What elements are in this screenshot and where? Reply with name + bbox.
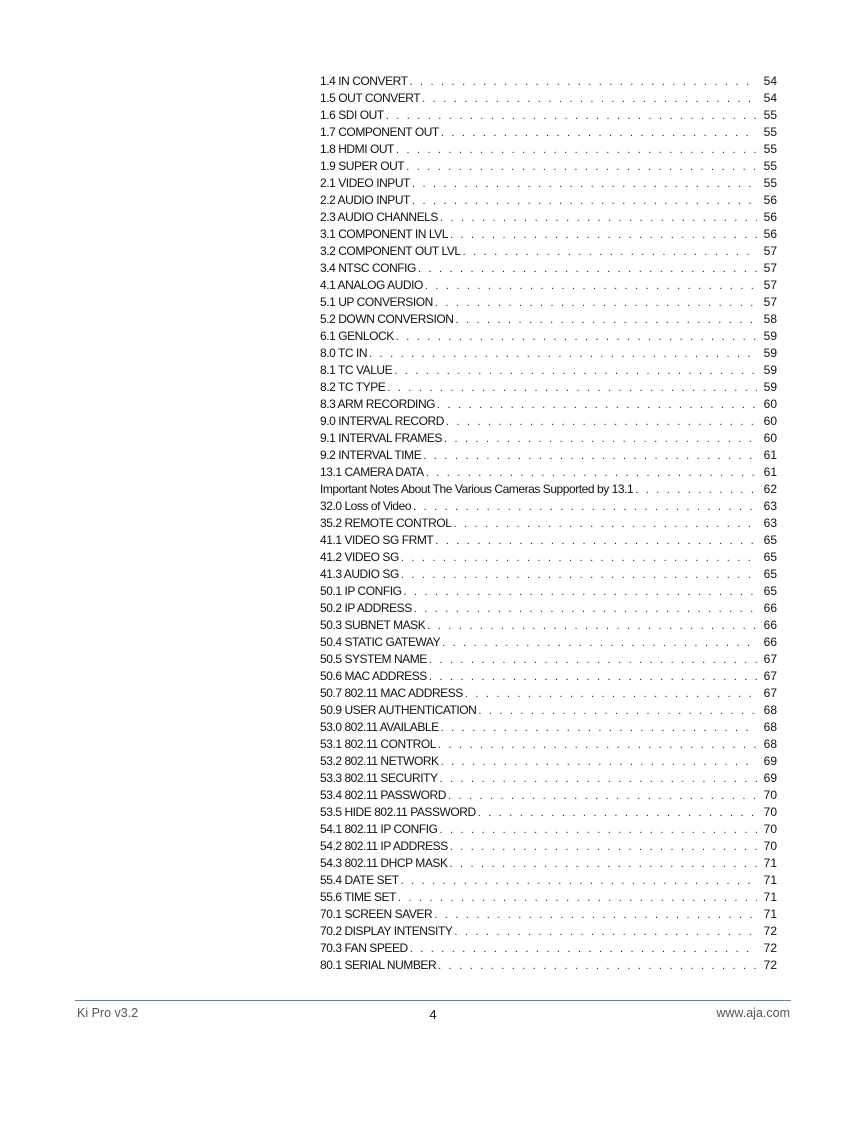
- footer-product-version: Ki Pro v3.2: [77, 1006, 139, 1020]
- toc-entry-title: 41.3 AUDIO SG: [320, 567, 399, 581]
- toc-entry[interactable]: [320, 464, 777, 481]
- toc-entry[interactable]: [320, 872, 777, 889]
- toc-dot-leader: [429, 669, 757, 685]
- toc-entry-page: 54: [763, 91, 777, 105]
- toc-entry[interactable]: [320, 260, 777, 277]
- toc-entry-page: 57: [763, 244, 777, 258]
- toc-entry-title: 50.4 STATIC GATEWAY: [320, 635, 441, 649]
- toc-entry-page: 71: [763, 873, 777, 887]
- toc-entry-title: 53.2 802.11 NETWORK: [320, 754, 439, 768]
- toc-entry-page: 72: [763, 958, 777, 972]
- toc-entry-page: 56: [763, 227, 777, 241]
- toc-dot-leader: [423, 448, 757, 464]
- toc-entry-title: 80.1 SERIAL NUMBER: [320, 958, 437, 972]
- toc-entry-page: 58: [763, 312, 777, 326]
- toc-entry-page: 54: [763, 74, 777, 88]
- toc-dot-leader: [396, 329, 757, 345]
- toc-entry-page: 60: [763, 431, 777, 445]
- toc-entry[interactable]: [320, 957, 777, 974]
- toc-entry-title: 8.2 TC TYPE: [320, 380, 386, 394]
- toc-entry[interactable]: [320, 753, 777, 770]
- toc-dot-leader: [441, 754, 757, 770]
- toc-dot-leader: [413, 499, 757, 515]
- toc-entry-page: 66: [763, 601, 777, 615]
- toc-dot-leader: [435, 295, 757, 311]
- toc-entry[interactable]: [320, 940, 777, 957]
- toc-entry-page: 68: [763, 737, 777, 751]
- toc-dot-leader: [410, 74, 757, 90]
- toc-entry[interactable]: [320, 821, 777, 838]
- toc-entry-title: 35.2 REMOTE CONTROL: [320, 516, 452, 530]
- toc-dot-leader: [401, 567, 757, 583]
- toc-entry-page: 70: [763, 788, 777, 802]
- toc-dot-leader: [438, 737, 757, 753]
- toc-entry[interactable]: [320, 889, 777, 906]
- toc-entry-page: 66: [763, 635, 777, 649]
- toc-entry-title: 1.6 SDI OUT: [320, 108, 384, 122]
- toc-entry-page: 65: [763, 584, 777, 598]
- toc-entry-title: 8.0 TC IN: [320, 346, 368, 360]
- toc-entry-title: 3.2 COMPONENT OUT LVL: [320, 244, 461, 258]
- toc-entry-title: 1.7 COMPONENT OUT: [320, 125, 439, 139]
- toc-dot-leader: [426, 465, 757, 481]
- toc-entry-page: 56: [763, 193, 777, 207]
- toc-entry[interactable]: [320, 838, 777, 855]
- toc-dot-leader: [412, 176, 757, 192]
- toc-entry-title: 54.2 802.11 IP ADDRESS: [320, 839, 448, 853]
- toc-entry-title: 41.2 VIDEO SG: [320, 550, 399, 564]
- toc-entry-page: 66: [763, 618, 777, 632]
- toc-dot-leader: [435, 533, 757, 549]
- toc-entry[interactable]: [320, 277, 777, 294]
- toc-entry-title: 70.1 SCREEN SAVER: [320, 907, 433, 921]
- toc-dot-leader: [401, 550, 757, 566]
- footer-page-number: 4: [429, 1007, 437, 1022]
- toc-entry-page: 68: [763, 720, 777, 734]
- toc-entry-page: 61: [763, 448, 777, 462]
- toc-dot-leader: [387, 380, 757, 396]
- toc-dot-leader: [440, 771, 757, 787]
- toc-entry-page: 61: [763, 465, 777, 479]
- toc-dot-leader: [444, 431, 757, 447]
- toc-entry-title: 5.1 UP CONVERSION: [320, 295, 433, 309]
- toc-entry-title: 8.3 ARM RECORDING: [320, 397, 436, 411]
- toc-entry[interactable]: [320, 600, 777, 617]
- toc-entry-page: 70: [763, 822, 777, 836]
- toc-entry[interactable]: [320, 515, 777, 532]
- toc-dot-leader: [396, 142, 757, 158]
- toc-entry-page: 60: [763, 397, 777, 411]
- toc-entry[interactable]: [320, 345, 777, 362]
- toc-dot-leader: [422, 91, 757, 107]
- toc-entry-page: 71: [763, 890, 777, 904]
- toc-entry-page: 59: [763, 363, 777, 377]
- toc-entry[interactable]: [320, 413, 777, 430]
- toc-entry-page: 67: [763, 652, 777, 666]
- toc-entry-page: 63: [763, 499, 777, 513]
- toc-entry-title: 50.7 802.11 MAC ADDRESS: [320, 686, 463, 700]
- toc-dot-leader: [429, 652, 757, 668]
- toc-dot-leader: [453, 516, 757, 532]
- toc-entry[interactable]: [320, 481, 777, 498]
- toc-entry-title: 70.3 FAN SPEED: [320, 941, 408, 955]
- toc-entry-page: 59: [763, 380, 777, 394]
- toc-dot-leader: [412, 193, 757, 209]
- toc-dot-leader: [406, 159, 757, 175]
- toc-entry-title: 50.5 SYSTEM NAME: [320, 652, 427, 666]
- toc-entry[interactable]: [320, 651, 777, 668]
- toc-entry[interactable]: [320, 634, 777, 651]
- toc-entry-title: 8.1 TC VALUE: [320, 363, 393, 377]
- toc-entry-title: 2.1 VIDEO INPUT: [320, 176, 410, 190]
- toc-entry[interactable]: [320, 379, 777, 396]
- toc-entry-page: 72: [763, 941, 777, 955]
- toc-dot-leader: [427, 618, 757, 634]
- toc-entry[interactable]: [320, 243, 777, 260]
- toc-entry-page: 59: [763, 346, 777, 360]
- toc-entry[interactable]: [320, 107, 777, 124]
- toc-entry-title: 6.1 GENLOCK: [320, 329, 394, 343]
- toc-entry-title: 2.2 AUDIO INPUT: [320, 193, 410, 207]
- toc-entry[interactable]: [320, 294, 777, 311]
- toc-entry[interactable]: [320, 532, 777, 549]
- toc-entry-page: 55: [763, 142, 777, 156]
- toc-entry-page: 70: [763, 839, 777, 853]
- toc-entry-title: 50.6 MAC ADDRESS: [320, 669, 427, 683]
- toc-entry-page: 67: [763, 669, 777, 683]
- toc-entry-page: 69: [763, 754, 777, 768]
- toc-entry-title: 54.1 802.11 IP CONFIG: [320, 822, 438, 836]
- toc-entry[interactable]: [320, 719, 777, 736]
- toc-entry-page: 65: [763, 567, 777, 581]
- toc-entry[interactable]: [320, 175, 777, 192]
- toc-entry-title: 2.3 AUDIO CHANNELS: [320, 210, 438, 224]
- toc-entry-title: 1.5 OUT CONVERT: [320, 91, 421, 105]
- toc-dot-leader: [440, 822, 757, 838]
- toc-entry-page: 55: [763, 159, 777, 173]
- toc-dot-leader: [386, 108, 757, 124]
- toc-entry-title: 50.9 USER AUTHENTICATION: [320, 703, 477, 717]
- toc-dot-leader: [455, 312, 757, 328]
- toc-entry[interactable]: [320, 583, 777, 600]
- toc-entry-page: 55: [763, 176, 777, 190]
- toc-entry-title: Important Notes About The Various Cameras Supported by 13.1: [320, 482, 634, 496]
- toc-dot-leader: [463, 244, 757, 260]
- toc-entry-page: 69: [763, 771, 777, 785]
- toc-entry-page: 70: [763, 805, 777, 819]
- toc-entry[interactable]: [320, 158, 777, 175]
- toc-dot-leader: [404, 584, 757, 600]
- toc-entry[interactable]: [320, 549, 777, 566]
- footer-rule: [75, 1000, 791, 1001]
- toc-entry-title: 32.0 Loss of Video: [320, 499, 412, 513]
- toc-entry-page: 57: [763, 295, 777, 309]
- toc-entry[interactable]: [320, 498, 777, 515]
- toc-dot-leader: [410, 941, 757, 957]
- toc-entry[interactable]: [320, 328, 777, 345]
- toc-entry-page: 57: [763, 278, 777, 292]
- toc-entry-title: 9.1 INTERVAL FRAMES: [320, 431, 442, 445]
- toc-entry-title: 41.1 VIDEO SG FRMT: [320, 533, 434, 547]
- toc-entry-page: 68: [763, 703, 777, 717]
- toc-entry-title: 3.1 COMPONENT IN LVL: [320, 227, 448, 241]
- toc-dot-leader: [450, 839, 757, 855]
- toc-dot-leader: [401, 873, 757, 889]
- toc-entry-title: 3.4 NTSC CONFIG: [320, 261, 416, 275]
- toc-entry-title: 50.3 SUBNET MASK: [320, 618, 426, 632]
- toc-dot-leader: [438, 958, 757, 974]
- toc-entry-title: 13.1 CAMERA DATA: [320, 465, 424, 479]
- toc-dot-leader: [635, 482, 757, 498]
- toc-entry[interactable]: [320, 668, 777, 685]
- toc-entry-title: 53.5 HIDE 802.11 PASSWORD: [320, 805, 476, 819]
- toc-entry-title: 53.0 802.11 AVAILABLE: [320, 720, 439, 734]
- toc-dot-leader: [398, 890, 757, 906]
- toc-entry-page: 72: [763, 924, 777, 938]
- toc-dot-leader: [478, 805, 757, 821]
- toc-entry[interactable]: [320, 787, 777, 804]
- toc-entry-title: 55.6 TIME SET: [320, 890, 396, 904]
- toc-dot-leader: [442, 635, 757, 651]
- toc-entry-page: 71: [763, 856, 777, 870]
- toc-entry[interactable]: [320, 566, 777, 583]
- toc-dot-leader: [437, 397, 757, 413]
- toc-entry-page: 55: [763, 125, 777, 139]
- toc-entry-page: 60: [763, 414, 777, 428]
- toc-entry-title: 50.1 IP CONFIG: [320, 584, 402, 598]
- toc-dot-leader: [369, 346, 757, 362]
- toc-entry[interactable]: [320, 396, 777, 413]
- toc-entry[interactable]: [320, 141, 777, 158]
- toc-dot-leader: [465, 686, 757, 702]
- toc-entry[interactable]: [320, 770, 777, 787]
- toc-entry[interactable]: [320, 447, 777, 464]
- toc-entry[interactable]: [320, 804, 777, 821]
- toc-entry-title: 50.2 IP ADDRESS: [320, 601, 412, 615]
- toc-entry[interactable]: [320, 192, 777, 209]
- toc-entry-title: 5.2 DOWN CONVERSION: [320, 312, 454, 326]
- toc-entry-title: 9.0 INTERVAL RECORD: [320, 414, 444, 428]
- toc-dot-leader: [434, 907, 757, 923]
- toc-entry-title: 9.2 INTERVAL TIME: [320, 448, 422, 462]
- toc-dot-leader: [450, 856, 757, 872]
- toc-entry-page: 63: [763, 516, 777, 530]
- toc-entry-page: 62: [763, 482, 777, 496]
- toc-entry[interactable]: [320, 736, 777, 753]
- toc-entry-page: 56: [763, 210, 777, 224]
- toc-entry[interactable]: [320, 702, 777, 719]
- toc-entry[interactable]: [320, 73, 777, 90]
- toc-entry-page: 67: [763, 686, 777, 700]
- toc-entry-page: 57: [763, 261, 777, 275]
- toc-entry-title: 1.8 HDMI OUT: [320, 142, 394, 156]
- toc-entry-title: 54.3 802.11 DHCP MASK: [320, 856, 448, 870]
- toc-entry-page: 65: [763, 550, 777, 564]
- toc-dot-leader: [450, 227, 757, 243]
- toc-entry-page: 59: [763, 329, 777, 343]
- toc-entry[interactable]: [320, 430, 777, 447]
- toc-dot-leader: [414, 601, 757, 617]
- footer-website: www.aja.com: [716, 1006, 790, 1020]
- table-of-contents: [320, 73, 777, 974]
- toc-entry-page: 71: [763, 907, 777, 921]
- toc-entry-title: 53.3 802.11 SECURITY: [320, 771, 438, 785]
- toc-entry-page: 55: [763, 108, 777, 122]
- toc-dot-leader: [454, 924, 757, 940]
- toc-entry-title: 4.1 ANALOG AUDIO: [320, 278, 423, 292]
- toc-entry-page: 65: [763, 533, 777, 547]
- toc-dot-leader: [418, 261, 757, 277]
- toc-entry-title: 53.1 802.11 CONTROL: [320, 737, 436, 751]
- toc-entry[interactable]: [320, 226, 777, 243]
- toc-entry[interactable]: [320, 617, 777, 634]
- toc-entry-title: 70.2 DISPLAY INTENSITY: [320, 924, 453, 938]
- toc-dot-leader: [448, 788, 757, 804]
- toc-entry[interactable]: [320, 923, 777, 940]
- toc-dot-leader: [478, 703, 757, 719]
- toc-entry[interactable]: [320, 906, 777, 923]
- toc-entry[interactable]: [320, 90, 777, 107]
- toc-entry[interactable]: [320, 124, 777, 141]
- toc-entry-title: 1.9 SUPER OUT: [320, 159, 405, 173]
- toc-entry[interactable]: [320, 311, 777, 328]
- toc-entry-title: 1.4 IN CONVERT: [320, 74, 408, 88]
- toc-dot-leader: [394, 363, 757, 379]
- toc-entry[interactable]: [320, 362, 777, 379]
- toc-dot-leader: [440, 210, 757, 226]
- toc-entry[interactable]: [320, 209, 777, 226]
- toc-dot-leader: [441, 125, 757, 141]
- toc-entry-title: 55.4 DATE SET: [320, 873, 399, 887]
- toc-dot-leader: [446, 414, 757, 430]
- toc-entry[interactable]: [320, 855, 777, 872]
- toc-dot-leader: [441, 720, 757, 736]
- toc-dot-leader: [425, 278, 757, 294]
- toc-entry[interactable]: [320, 685, 777, 702]
- toc-entry-title: 53.4 802.11 PASSWORD: [320, 788, 446, 802]
